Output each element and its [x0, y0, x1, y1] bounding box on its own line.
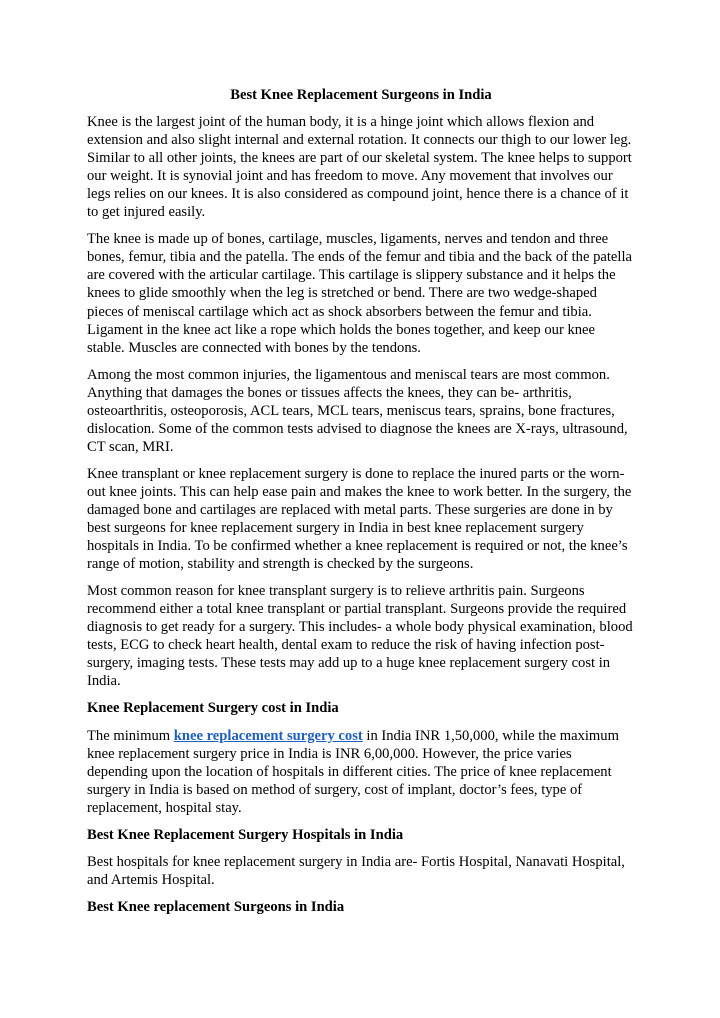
knee-replacement-cost-link[interactable]: knee replacement surgery cost [173, 727, 363, 744]
paragraph-knee-structure: The knee is made up of bones, cartilage, muscles, ligaments, nerves and tendon and three bones, femur, tibia and the patella. The ends of the femur and tibia and the back of the patella are covered with the articular cartilage. This cartilage is slippery substance and it helps the knees to glide smoothly when the leg is stretched or bend. There are two wedge-shaped pieces of meniscal cartilage which act as shock absorbers between the femur and tibia. Ligament in the knee act like a rope which holds the bones together, and keep our knee stable. Muscles are connected with bones by the tendons. [87, 231, 632, 356]
paragraph-surgery-cost [87, 727, 635, 817]
heading-surgery-cost: Knee Replacement Surgery cost in India [87, 700, 339, 717]
cost-text-before: The minimum [87, 727, 174, 744]
paragraph-surgery-reason: Most common reason for knee transplant surgery is to relieve arthritis pain. Surgeons recommend either a total knee transplant or partial transplant. Surgeons provide the required diagnosis to get ready for a surgery. This includes- a whole body physical examination, blood tests, ECG to check heart health, dental exam to reduce the risk of having infection post-surgery, imaging tests. These tests may add up to a huge knee replacement surgery cost in India. [87, 583, 633, 690]
document-page [87, 86, 635, 925]
heading-best-hospitals: Best Knee Replacement Surgery Hospitals in India [87, 826, 404, 843]
paragraph-best-hospitals: Best hospitals for knee replacement surgery in India are- Fortis Hospital, Nanavati Hospital, and Artemis Hospital. [87, 853, 625, 888]
paragraph-knee-anatomy-intro: Knee is the largest joint of the human body, it is a hinge joint which allows flexion and extension and also slight internal and external rotation. It connects our thigh to our lower leg. Similar to all other joints, the knees are part of our skeletal system. The knee helps to support our weight. It is synovial joint and has freedom to move. Any movement that involves our legs relies on our knees. It is also considered as compound joint, hence there is a chance of it to get injured easily. [87, 114, 632, 221]
paragraph-knee-transplant: Knee transplant or knee replacement surgery is done to replace the inured parts or the worn-out knee joints. This can help ease pain and makes the knee to work better. In the surgery, the damaged bone and cartilages are replaced with metal parts. These surgeries are done in by best surgeons for knee replacement surgery in India in best knee replacement surgery hospitals in India. To be confirmed whether a knee replacement is required or not, the knee’s range of motion, stability and strength is checked by the surgeons. [87, 465, 632, 573]
cost-text-after: in India INR 1,50,000, while the maximum knee replacement surgery price in India is INR 6,00,000. However, the price varies depending upon the location of hospitals in different cities. The price of knee replacement surgery in India is based on method of surgery, cost of implant, doctor’s fees, type of replacement, hospital stay. [87, 727, 619, 816]
paragraph-knee-injuries: Among the most common injuries, the ligamentous and meniscal tears are most common. Anything that damages the bones or tissues affects the knees, they can be- arthritis, osteoarthritis, osteoporosis, ACL tears, MCL tears, meniscus tears, sprains, bone fractures, dislocation. Some of the common tests advised to diagnose the knees are X-rays, ultrasound, CT scan, MRI. [87, 366, 628, 455]
heading-best-surgeons: Best Knee replacement Surgeons in India [87, 898, 345, 915]
document-title: Best Knee Replacement Surgeons in India [230, 87, 492, 103]
